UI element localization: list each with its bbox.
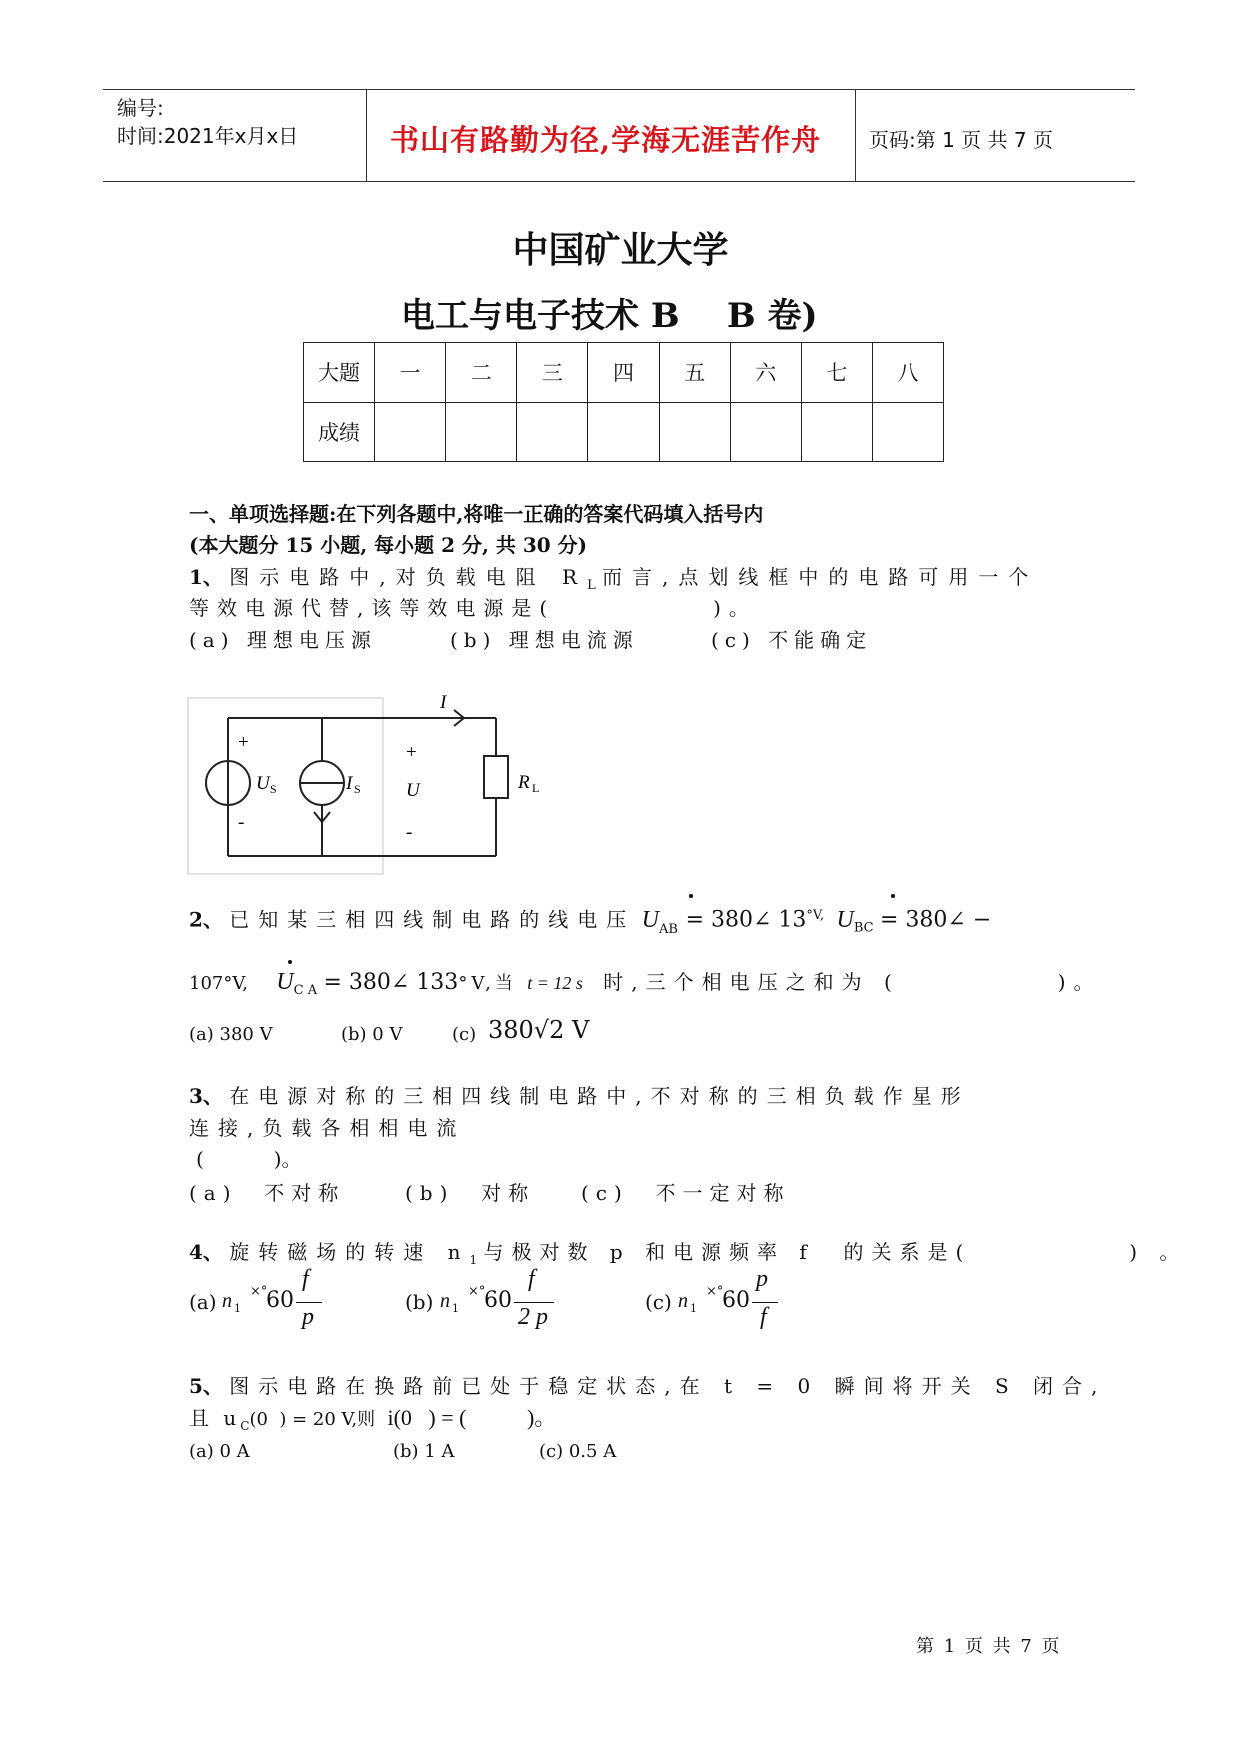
score-cell (659, 402, 730, 462)
q2-ubc-sub: BC (853, 920, 874, 936)
q4-a-denominator: p (302, 1304, 314, 1330)
q4-c-n1: n (678, 1290, 688, 1312)
header-divider-right (855, 89, 856, 182)
score-table-col: 一 (375, 343, 446, 403)
q4-b-denominator: 2 p (518, 1304, 548, 1330)
score-table-col: 五 (659, 343, 730, 403)
q4-c-60: 60 (722, 1288, 750, 1313)
q2-line1 (189, 900, 991, 945)
q5-line2 (189, 1402, 556, 1442)
q4-option-a-label: (a) (189, 1290, 217, 1314)
load-resistor (484, 756, 508, 798)
q4-option-b-formula (440, 1266, 560, 1340)
q2-uca-symbol: U (276, 969, 294, 995)
label-us-sub: S (270, 782, 277, 796)
q3-line2: 连接,负载各相相电流 (189, 1116, 466, 1140)
score-cell (517, 402, 588, 462)
score-table (303, 342, 944, 462)
label-is: I (346, 773, 353, 794)
q4-c-numerator: p (756, 1266, 768, 1292)
q1-option-c: (c) 不能确定 (711, 628, 873, 652)
q2-uca-value: = 380∠ 133 (323, 970, 459, 995)
q2-option-c: (c) (452, 1024, 477, 1045)
q2-uab (641, 905, 686, 937)
q5-text-b: (0 ) = 20 V,则 (249, 1409, 376, 1430)
q2-option-a: (a) 380 V (189, 1024, 273, 1045)
label-current-I: I (440, 692, 447, 713)
q4-a-n1-sub: 1 (234, 1302, 241, 1315)
score-table-row2-label: 成绩 (304, 402, 375, 462)
q2-line2 (189, 966, 1102, 1007)
section1-subheading: (本大题分 15 小题, 每小题 2 分, 共 30 分) (189, 533, 588, 557)
q2-option-c-value: 380√2 V (488, 1016, 590, 1044)
header-bottom-rule (103, 181, 1135, 182)
q4-a-eq: ×° (250, 1284, 268, 1299)
q4-a-n1: n (222, 1290, 232, 1312)
label-rl-sub: L (532, 781, 540, 795)
label-rl: R (518, 772, 530, 793)
score-table-col: 四 (588, 343, 659, 403)
q2-uab-sub: AB (658, 921, 678, 937)
header-page-info: 页码:第 1 页 共 7 页 (869, 128, 1053, 152)
q3-option-b: (b) 对称 (405, 1181, 536, 1205)
q1-circuit-diagram (186, 690, 566, 890)
q4-option-b-label: (b) (405, 1290, 434, 1314)
q2-uab-value: = 380∠ 13 (685, 907, 807, 933)
q2-ubc-value: = 380∠ − (879, 907, 992, 933)
q1-line2: 等效电源代替,该等效电源是( )。 (189, 596, 757, 620)
score-table-col: 三 (517, 343, 588, 403)
q3-option-a: (a) 不对称 (189, 1181, 346, 1205)
q3-number: 3、 (189, 1084, 223, 1108)
q3-line3: ( )。 (196, 1147, 302, 1171)
score-cell (730, 402, 801, 462)
q2-dot-ubc (891, 894, 895, 898)
score-cell (872, 402, 943, 462)
label-plus-u: + (406, 742, 417, 763)
score-table-col: 六 (730, 343, 801, 403)
score-cell (588, 402, 659, 462)
label-minus-u: - (406, 822, 413, 843)
label-plus-source: + (238, 732, 249, 753)
q4-b-60: 60 (484, 1288, 512, 1313)
section1-heading: 一、单项选择题:在下列各题中,将唯一正确的答案代码填入括号内 (189, 502, 764, 526)
doc-time-label: 时间:2021年x月x日 (117, 124, 299, 148)
doc-number-label: 编号: (117, 96, 164, 120)
score-table-col: 八 (872, 343, 943, 403)
q1-number: 1、 (189, 565, 223, 589)
q2-dot-uca (288, 960, 292, 964)
q1-option-b: (b) 理想电流源 (450, 628, 639, 652)
score-table-col: 七 (801, 343, 872, 403)
q4-b-n1: n (440, 1290, 450, 1312)
q4-a-60: 60 (266, 1288, 294, 1313)
q5-number: 5、 (189, 1374, 223, 1398)
score-table-score-row (304, 402, 944, 462)
q3-text-a: 在电源对称的三相四线制电路中,不对称的三相负载作星形 (229, 1084, 970, 1108)
label-u: U (406, 780, 420, 801)
q3-line1 (189, 1080, 970, 1112)
q4-c-fraction-bar (752, 1302, 778, 1303)
q2-option-b: (b) 0 V (341, 1024, 403, 1045)
course-title: 电工与电子技术 B B 卷) (401, 296, 818, 336)
score-table-col: 二 (446, 343, 517, 403)
q4-b-n1-sub: 1 (452, 1302, 459, 1315)
q2-ubc-symbol: U (836, 906, 854, 933)
q5-option-a: (a) 0 A (189, 1441, 250, 1462)
q2-uca-sub: C A (293, 983, 318, 998)
label-minus-source: - (238, 812, 245, 833)
q2-time: t = 12 s (527, 973, 583, 993)
q2-dot-uab (689, 894, 693, 898)
page-footer: 第 1 页 共 7 页 (916, 1636, 1062, 1657)
q1-rl-sub: L (587, 578, 596, 593)
q2-number: 2、 (189, 907, 223, 932)
q5-option-c: (c) 0.5 A (539, 1441, 617, 1462)
score-cell (375, 402, 446, 462)
q4-text-a: 旋转磁场的转速 n (229, 1240, 470, 1264)
label-us: U (256, 773, 270, 794)
q5-uc-sub: C (240, 1419, 250, 1433)
q4-option-c-label: (c) (645, 1290, 672, 1314)
q2-ubc-angle: 107°V, (189, 973, 248, 994)
q2-uab-symbol: U (641, 906, 659, 933)
q4-number: 4、 (189, 1240, 223, 1264)
school-title: 中国矿业大学 (512, 229, 729, 271)
q2-text: 已知某三相四线制电路的线电压 (229, 907, 636, 932)
q4-b-eq: ×° (468, 1284, 486, 1299)
header-top-rule (103, 89, 1135, 90)
q1-option-a: (a) 理想电压源 (189, 628, 377, 652)
q4-a-fraction-bar (296, 1302, 322, 1303)
header-divider-left (366, 89, 367, 182)
q4-c-n1-sub: 1 (690, 1302, 697, 1315)
q4-c-eq: ×° (706, 1284, 724, 1299)
q5-option-b: (b) 1 A (393, 1441, 455, 1462)
q4-c-denominator: f (760, 1304, 767, 1330)
q5-line1 (189, 1370, 1106, 1402)
score-cell (446, 402, 517, 462)
q4-a-numerator: f (302, 1266, 309, 1292)
header-motto: 书山有路勤为径,学海无涯苦作舟 (390, 123, 822, 157)
q5-text: 图示电路在换路前已处于稳定状态,在 t = 0 瞬间将开关 S 闭合, (229, 1374, 1107, 1398)
label-is-sub: S (354, 782, 361, 796)
score-cell (801, 402, 872, 462)
q2-uab-unit: °V, (806, 908, 825, 923)
q2-text-when: °V,当 (458, 973, 517, 994)
q4-option-c-formula (678, 1266, 788, 1340)
q4-option-a-formula (222, 1266, 332, 1340)
q1-text-a: 图示电路中,对负载电阻 R (229, 565, 588, 589)
q5-i0: i(0 ) = ( )。 (387, 1405, 557, 1430)
q4-b-fraction-bar (514, 1302, 554, 1303)
q4-b-numerator: f (528, 1266, 535, 1292)
q5-text-a: 且 u (189, 1406, 241, 1430)
score-table-header-row (304, 343, 944, 403)
q4-text-b: 与极对数 p 和电源频率 f 的关系是( ) 。 (483, 1240, 1188, 1264)
q3-option-c: (c) 不一定对称 (581, 1181, 791, 1205)
q2-text-sum: 时,三个相电压之和为 ( )。 (603, 970, 1102, 994)
q4-n1-sub: 1 (469, 1253, 478, 1267)
q1-text-b: 而言,点划线框中的电路可用一个 (602, 565, 1039, 589)
score-table-row1-label: 大题 (304, 343, 375, 403)
